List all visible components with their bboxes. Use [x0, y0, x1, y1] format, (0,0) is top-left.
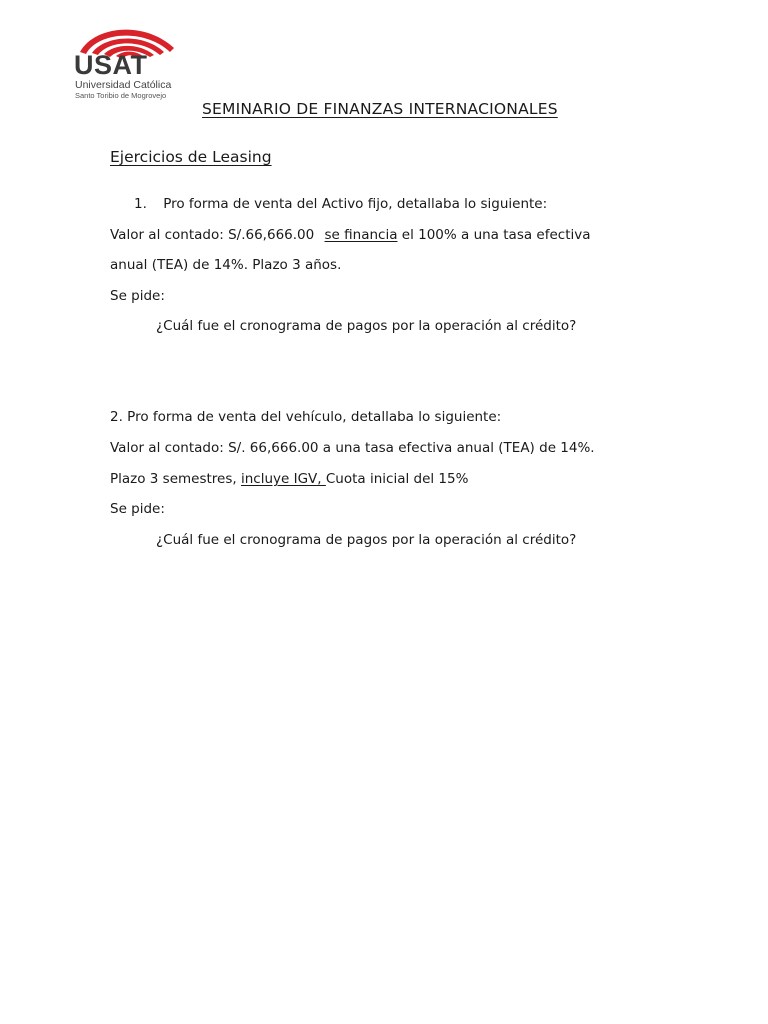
exercise-2-question: ¿Cuál fue el cronograma de pagos por la operación al crédito?	[156, 532, 577, 548]
logo-university-subline: Santo Toribio de Mogrovejo	[75, 91, 167, 100]
exercise-1-line-3: anual (TEA) de 14%. Plazo 3 años.	[110, 257, 342, 273]
exercise-2-se-pide: Se pide:	[110, 501, 165, 517]
logo-name: USAT	[74, 50, 148, 80]
exercise-1-line-2	[110, 227, 591, 243]
exercise-1-cash-value: Valor al contado: S/.66,666.00	[110, 227, 315, 243]
exercise-2-term: Plazo 3 semestres,	[110, 471, 241, 487]
exercise-2-igv-underlined: incluye IGV,	[240, 471, 326, 487]
exercise-1-intro	[134, 196, 547, 212]
exercise-2-line-3	[110, 471, 468, 487]
exercise-1-rate-text: el 100% a una tasa efectiva	[397, 227, 591, 243]
exercise-1-intro-text: Pro forma de venta del Activo fijo, detallaba lo siguiente:	[163, 196, 548, 212]
document-title: SEMINARIO DE FINANZAS INTERNACIONALES	[202, 100, 558, 118]
exercise-1-number: 1.	[134, 196, 147, 212]
exercise-1-question: ¿Cuál fue el cronograma de pagos por la operación al crédito?	[156, 318, 577, 334]
exercise-1-se-pide: Se pide:	[110, 288, 165, 304]
logo-university-line: Universidad Católica	[75, 79, 172, 91]
section-title: Ejercicios de Leasing	[110, 148, 272, 166]
exercise-2-intro: 2. Pro forma de venta del vehículo, detallaba lo siguiente:	[110, 409, 502, 425]
usat-logo	[74, 22, 184, 102]
exercise-1-financed-underlined: se financia	[324, 227, 398, 243]
exercise-2-line-2: Valor al contado: S/. 66,666.00 a una tasa efectiva anual (TEA) de 14%.	[110, 440, 595, 456]
exercise-2-down-payment: Cuota inicial del 15%	[325, 471, 469, 487]
